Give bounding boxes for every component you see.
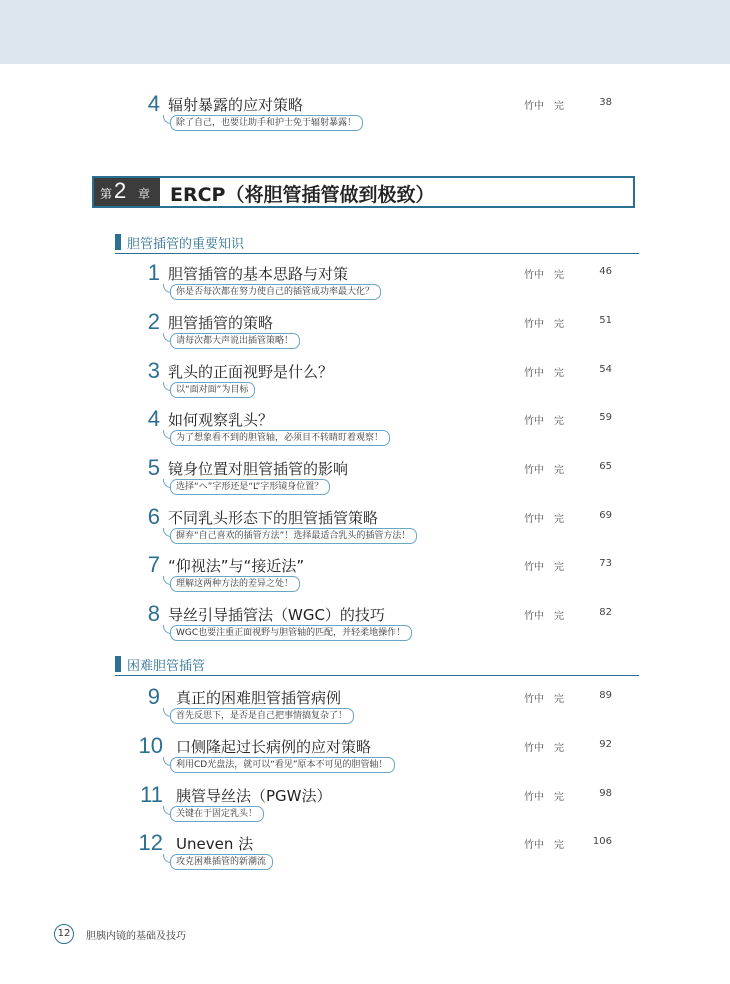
toc-entry[interactable] <box>0 506 730 548</box>
toc-entry[interactable] <box>0 360 730 402</box>
toc-entry[interactable] <box>0 832 730 874</box>
toc-entry[interactable] <box>0 93 730 135</box>
entry-title: 辐射暴露的应对策略 <box>168 96 304 114</box>
entry-title: 导丝引导插管法（WGC）的技巧 <box>168 606 385 624</box>
section-title: 胆管插管的重要知识 <box>127 237 245 252</box>
chapter-heading <box>92 176 635 208</box>
toc-entry[interactable] <box>0 262 730 304</box>
entry-number: 2 <box>147 309 160 334</box>
entry-note: 以“面对面”为目标 <box>170 382 255 398</box>
entry-title: 如何观察乳头？ <box>168 411 274 429</box>
section-heading <box>115 233 639 254</box>
entry-page: 65 <box>599 461 612 472</box>
toc-entry[interactable] <box>0 784 730 826</box>
toc-entry[interactable] <box>0 554 730 596</box>
entry-author: 竹中 完 <box>524 416 564 427</box>
entry-note: 除了自己，也要让助手和护士免于辐射暴露！ <box>170 115 363 131</box>
entry-number: 6 <box>147 504 160 529</box>
entry-title: 镜身位置对胆管插管的影响 <box>168 460 349 478</box>
chapter-label <box>94 178 160 206</box>
toc-entry[interactable] <box>0 311 730 353</box>
section-title: 困难胆管插管 <box>127 659 206 674</box>
entry-number: 5 <box>147 455 160 480</box>
entry-note: 攻克困难插管的新潮流 <box>170 854 273 870</box>
entry-number: 12 <box>138 830 163 855</box>
entry-title: 不同乳头形态下的胆管插管策略 <box>168 509 379 527</box>
entry-number: 10 <box>138 733 163 758</box>
section-marker <box>115 234 121 250</box>
entry-note: 理解这两种方法的差异之处！ <box>170 576 300 592</box>
entry-author: 竹中 完 <box>524 562 564 573</box>
entry-page: 46 <box>599 266 612 277</box>
entry-title: 口侧隆起过长病例的应对策略 <box>176 738 372 756</box>
entry-author: 竹中 完 <box>524 514 564 525</box>
entry-page: 38 <box>599 97 612 108</box>
entry-note: 利用CD光盘法，就可以“看见”原本不可见的胆管轴！ <box>170 757 395 773</box>
entry-number: 8 <box>147 601 160 626</box>
chapter-title: ERCP（将胆管插管做到极致） <box>170 184 435 206</box>
toc-entry[interactable] <box>0 408 730 450</box>
entry-author: 竹中 完 <box>524 270 564 281</box>
entry-author: 竹中 完 <box>524 694 564 705</box>
entry-note: WGC也要注重正面视野与胆管轴的匹配，并轻柔地操作！ <box>170 625 412 641</box>
entry-title: 真正的困难胆管插管病例 <box>176 689 342 707</box>
entry-author: 竹中 完 <box>524 743 564 754</box>
entry-author: 竹中 完 <box>524 465 564 476</box>
section-heading <box>115 655 639 676</box>
entry-note: 摒弃“自己喜欢的插管方法”！选择最适合乳头的插管方法！ <box>170 528 417 544</box>
toc-entry[interactable] <box>0 686 730 728</box>
chapter-label-suffix: 章 <box>138 187 151 201</box>
toc-entry[interactable] <box>0 457 730 499</box>
chapter-label-prefix: 第 <box>100 187 113 201</box>
toc-entry[interactable] <box>0 603 730 645</box>
entry-note: 关键在于固定乳头！ <box>170 806 264 822</box>
entry-number: 11 <box>140 782 163 807</box>
entry-number: 4 <box>147 406 160 431</box>
entry-note: 选择“ヘ”字形还是“L”字形镜身位置？ <box>170 479 330 495</box>
entry-author: 竹中 完 <box>524 611 564 622</box>
entry-author: 竹中 完 <box>524 319 564 330</box>
entry-number: 9 <box>147 684 160 709</box>
entry-author: 竹中 完 <box>524 101 564 112</box>
entry-author: 竹中 完 <box>524 368 564 379</box>
entry-number: 4 <box>147 91 160 116</box>
entry-note: 为了想象看不到的胆管轴，必须目不转睛盯着观察！ <box>170 430 390 446</box>
entry-page: 92 <box>599 739 612 750</box>
entry-title: 胰管导丝法（PGW法） <box>176 787 332 805</box>
entry-title: 胆管插管的策略 <box>168 314 274 332</box>
entry-note: 首先反思下，是否是自己把事情搞复杂了！ <box>170 708 354 724</box>
entry-page: 69 <box>599 510 612 521</box>
entry-number: 1 <box>147 260 160 285</box>
entry-page: 54 <box>599 364 612 375</box>
entry-author: 竹中 完 <box>524 792 564 803</box>
running-footer-title: 胆胰内镜的基础及技巧 <box>86 931 186 942</box>
entry-page: 59 <box>599 412 612 423</box>
entry-number: 7 <box>147 552 160 577</box>
entry-page: 89 <box>599 690 612 701</box>
top-color-band <box>0 0 730 64</box>
entry-number: 3 <box>147 358 160 383</box>
entry-author: 竹中 完 <box>524 840 564 851</box>
entry-title: 乳头的正面视野是什么？ <box>168 363 334 381</box>
entry-title: 胆管插管的基本思路与对策 <box>168 265 349 283</box>
entry-page: 106 <box>592 836 612 847</box>
entry-note: 你是否每次都在努力使自己的插管成功率最大化？ <box>170 284 381 300</box>
entry-title: “仰视法”与“接近法” <box>168 557 305 575</box>
chapter-number: 2 <box>114 178 127 203</box>
page-number: 12 <box>54 924 74 944</box>
entry-note: 请每次都大声说出插管策略！ <box>170 333 300 349</box>
toc-entry[interactable] <box>0 735 730 777</box>
entry-title: Uneven 法 <box>176 835 254 853</box>
section-marker <box>115 656 121 672</box>
entry-page: 82 <box>599 607 612 618</box>
entry-page: 51 <box>599 315 612 326</box>
entry-page: 73 <box>599 558 612 569</box>
entry-page: 98 <box>599 788 612 799</box>
